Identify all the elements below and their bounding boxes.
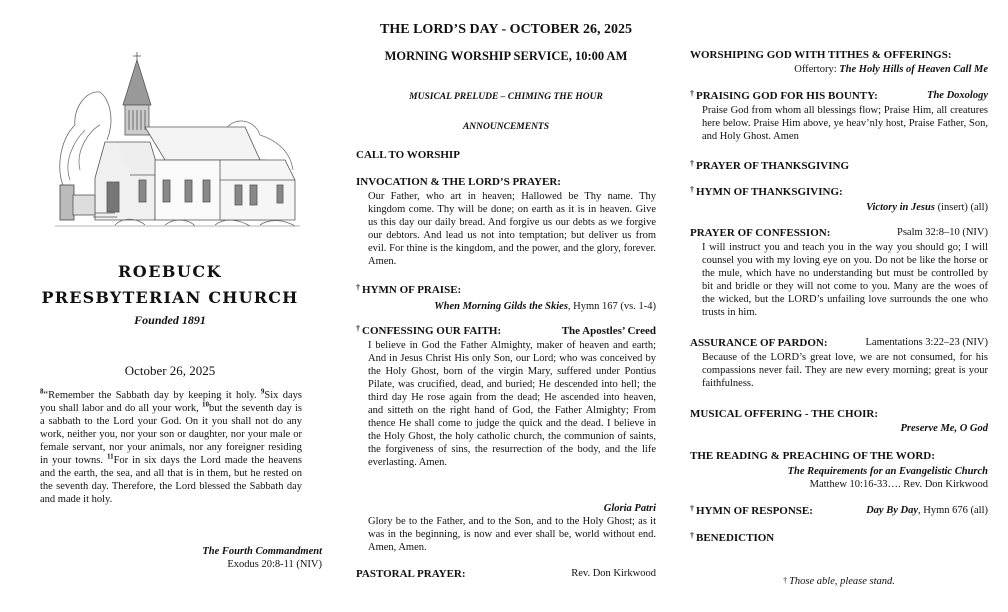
confession-text: I will instruct you and teach you in the way you should go; I will counsel you with my loving eye on you. Do not be like the horse or the mule, which have no understanding but must be controlled by bit and bridle or they will not come to you. Many are the woes of the wicked, but the LORD’s unfailing love surrounds the one who trusts in him. xyxy=(702,242,988,318)
lords-prayer-text: Our Father, who art in heaven; Hallowed be Thy name. Thy kingdom come. Thy will be done; on earth as it is in heaven. Give us this day our daily bread. And forgive us our debts as we forgive our debtors. And lead us not into temptation; but deliver us from evil. For thine is the kingdom, and the power, and the glory, forever. Amen. xyxy=(368,191,656,267)
musical-offering-title: Preserve Me, O God xyxy=(900,423,988,434)
pardon-ref: Lamentations 3:22–23 (NIV) xyxy=(865,337,988,348)
apostles-creed-text: I believe in God the Father Almighty, maker of heaven and earth; And in Jesus Christ His only Son, our Lord; who was conceived by the Holy Ghost, born of the virgin Mary, suffered under Pontius Pilate, was crucified, dead, and buried; He descended into hell; the third day He rose again from the dead; He ascended into heaven, and sitteth on the right hand of God, the Father Almighty; From thence He shall come to judge the quick and the dead. I believe in the Holy Ghost, the holy catholic church, the communion of saints, the forgiveness of sins, the resurrection of the body, and the life everlasting. Amen. xyxy=(368,340,656,468)
verse-number: 9 xyxy=(260,387,265,396)
confessing-faith-heading xyxy=(356,325,656,337)
heading-text: HYMN OF RESPONSE: xyxy=(696,505,813,517)
scripture-title: The Fourth Commandment xyxy=(202,546,322,557)
hymn-of-response-row xyxy=(690,505,988,517)
hymn-number: , Hymn 167 (vs. 1-4) xyxy=(567,301,656,312)
announcements: ANNOUNCEMENTS xyxy=(462,122,550,132)
hymn-of-thanksgiving-heading xyxy=(690,186,843,198)
hymn-title: When Morning Gilds the Skies xyxy=(434,301,568,312)
dagger-icon: † xyxy=(356,283,360,292)
pardon-heading-text: ASSURANCE OF PARDON: xyxy=(690,337,828,349)
call-to-worship: CALL TO WORSHIP xyxy=(356,149,460,161)
scripture-text xyxy=(40,389,302,506)
confession-heading-text: PRAYER OF CONFESSION: xyxy=(690,227,831,239)
offertory-label: Offertory: xyxy=(794,64,840,75)
doxology-title: The Doxology xyxy=(927,90,988,101)
sermon-reference: Matthew 10:16-33…. Rev. Don Kirkwood xyxy=(809,479,988,490)
heading-text: PRAYER OF THANKSGIVING xyxy=(696,160,850,172)
pardon-heading xyxy=(690,337,988,349)
invocation-heading: INVOCATION & THE LORD’S PRAYER: xyxy=(356,176,561,188)
verse-number: 11 xyxy=(106,452,114,461)
hymn-of-thanksgiving-detail xyxy=(690,201,988,214)
dagger-icon: † xyxy=(356,324,360,333)
doxology-text: Praise God from whom all blessings flow; Praise Him, all creatures here below. Praise Him above, ye heav’nly host, Praise Father, Son, and Holy Ghost. Amen xyxy=(702,105,988,142)
gloria-patri-text: Glory be to the Father, and to the Son, and to the Holy Ghost; as it was in the beginning, is now and ever shall be, world without end. Amen, Amen. xyxy=(368,516,656,553)
musical-offering-heading: MUSICAL OFFERING - THE CHOIR: xyxy=(690,408,879,420)
verse-text: Six days you shall labor and do all your work, xyxy=(40,390,302,414)
pastoral-prayer-row xyxy=(356,568,656,580)
order-of-worship-part2 xyxy=(690,0,988,612)
heading-text: PRAISING GOD FOR HIS BOUNTY: xyxy=(696,90,878,102)
church-illustration xyxy=(45,30,315,245)
heading-text: HYMN OF THANKSGIVING: xyxy=(696,186,843,198)
heading-label xyxy=(356,325,501,337)
gloria-patri-title: Gloria Patri xyxy=(603,503,656,514)
heading-text: CONFESSING OUR FAITH: xyxy=(362,325,502,337)
pardon-text: Because of the LORD’s great love, we are not consumed, for his compassions never fail. They are new every morning; great is your faithfulness. xyxy=(702,352,988,389)
verse-text: “Remember the Sabbath day by keeping it holy. xyxy=(43,390,261,401)
church-name-line1: ROEBUCK xyxy=(117,262,223,281)
sermon-heading: THE READING & PREACHING OF THE WORD: xyxy=(690,450,935,462)
pastoral-prayer-heading: PASTORAL PRAYER: xyxy=(356,568,466,580)
creed-name: The Apostles’ Creed xyxy=(561,325,656,337)
heading-text: HYMN OF PRAISE: xyxy=(362,284,462,296)
standing-footnote xyxy=(690,575,988,588)
confession-ref: Psalm 32:8–10 (NIV) xyxy=(897,227,988,238)
verse-number: 8 xyxy=(40,387,44,396)
verse-number: 10 xyxy=(201,400,209,409)
sermon-title: The Requirements for an Evangelistic Church xyxy=(787,466,988,477)
heading-label xyxy=(690,90,878,102)
offertory-line xyxy=(690,63,988,76)
bounty-heading xyxy=(690,90,988,102)
scripture-reference: Exodus 20:8-11 (NIV) xyxy=(227,559,322,570)
offertory-title: The Holy Hills of Heaven Call Me xyxy=(839,64,988,75)
order-of-worship-part1 xyxy=(356,0,656,612)
benediction-heading xyxy=(690,532,774,544)
confession-heading xyxy=(690,227,988,239)
thanksgiving-prayer-heading xyxy=(690,160,849,172)
verse-text: but the seventh day is a sabbath to the Lord your God. On it you shall not do any work, neither you, nor your son or daughter, nor your male or female servant, nor your animals, nor any foreigner residing in your towns. xyxy=(40,403,303,466)
verse-text: For in six days the Lord made the heavens and the earth, the sea, and all that is in them, but he rested on the seventh day. Therefore, the Lord blessed the Sabbath day and made it holy. xyxy=(40,455,303,505)
hymn-of-praise-heading xyxy=(356,284,461,296)
dagger-icon: † xyxy=(690,185,694,194)
tithes-heading: WORSHIPING GOD WITH TITHES & OFFERINGS: xyxy=(690,49,952,61)
cover-panel xyxy=(40,30,340,610)
musical-prelude: MUSICAL PRELUDE – CHIMING THE HOUR xyxy=(409,92,603,102)
pastoral-prayer-leader: Rev. Don Kirkwood xyxy=(571,568,656,579)
service-title: THE LORD’S DAY - OCTOBER 26, 2025 xyxy=(380,22,632,37)
hymn-of-response-detail xyxy=(866,505,988,517)
service-subtitle: MORNING WORSHIP SERVICE, 10:00 AM xyxy=(384,49,628,63)
cover-date: October 26, 2025 xyxy=(124,363,216,378)
heading-label xyxy=(690,505,813,517)
church-name-line2: PRESBYTERIAN CHURCH xyxy=(41,288,299,307)
founded-line: Founded 1891 xyxy=(134,313,206,327)
dagger-icon: † xyxy=(690,504,694,513)
hymn-detail: (insert) (all) xyxy=(934,202,988,213)
footnote-text: Those able, please stand. xyxy=(789,576,895,587)
dagger-icon: † xyxy=(690,89,694,98)
hymn-of-praise-detail xyxy=(356,300,656,313)
hymn-title: Day By Day xyxy=(866,505,918,516)
hymn-number: , Hymn 676 (all) xyxy=(918,505,988,516)
dagger-icon: † xyxy=(783,576,788,585)
hymn-title: Victory in Jesus xyxy=(866,202,935,213)
heading-text: BENEDICTION xyxy=(696,532,775,544)
dagger-icon: † xyxy=(690,531,694,540)
dagger-icon: † xyxy=(690,159,694,168)
